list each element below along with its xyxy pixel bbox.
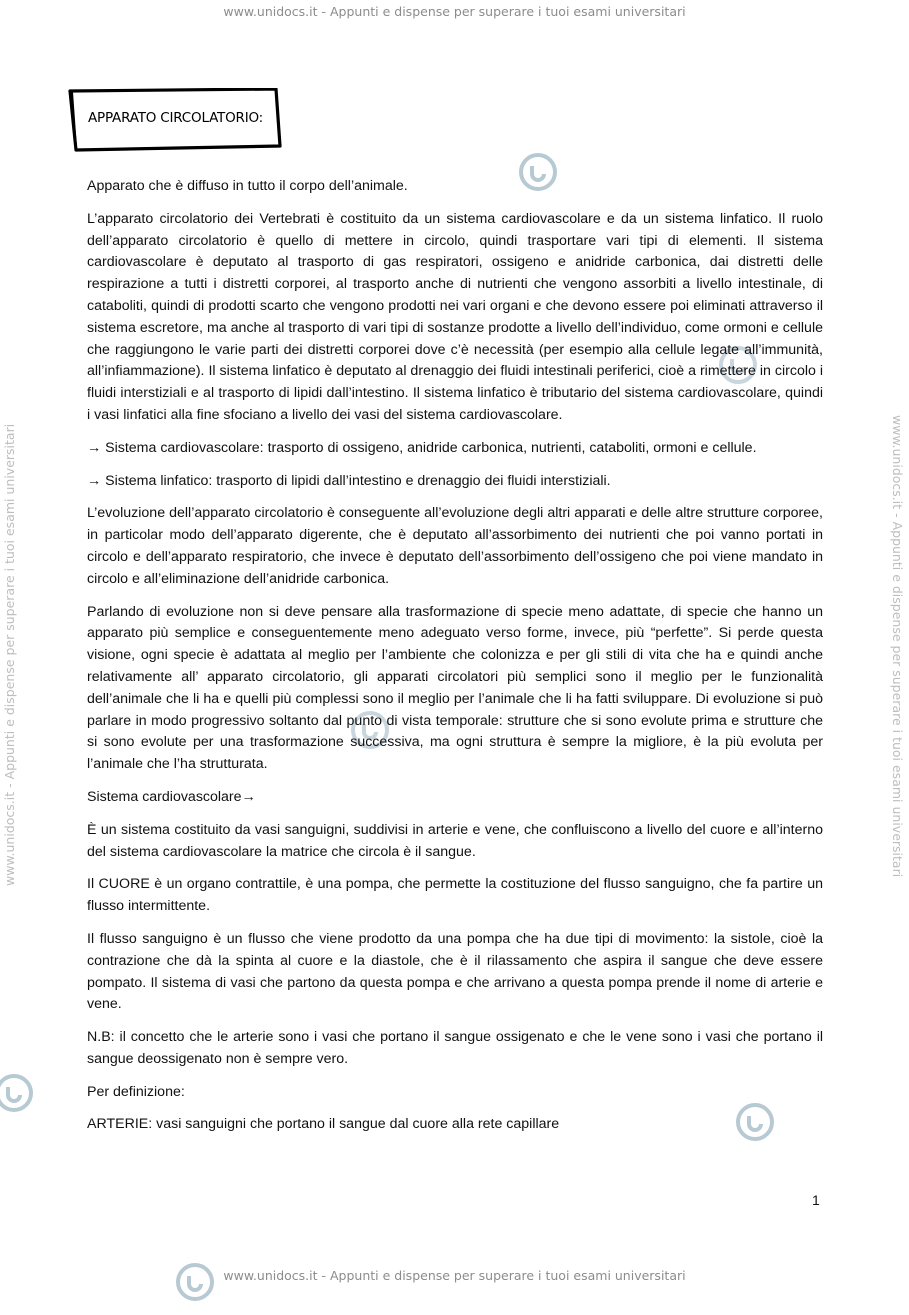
paragraph: ARTERIE: vasi sanguigni che portano il sangue dal cuore alla rete capillare	[87, 1116, 560, 1133]
watermark-side-left: www.unidocs.it - Appunti e dispense per superare i tuoi esami universitari	[2, 423, 17, 886]
title-box	[68, 88, 283, 148]
paragraph: Apparato che è diffuso in tutto il corpo dell’animale.	[87, 178, 408, 194]
section-heading: Sistema cardiovascolare→	[87, 788, 256, 805]
paragraph: Parlando di evoluzione non si deve pensare alla trasformazione di specie meno adattate, di specie che hanno un apparato più semplice e conseguentemente meno adeguato verso forme, invece, più “perfette”. Si perde questa visione, ogni specie è adattata al meglio per l’ambiente che colonizza e per gli stili di vita che ha e quindi anche relativamente all’ apparato circolatorio, gli apparati circolatori più semplici sono il meglio per le funzionalità dell’animale che li ha e quelli più complessi sono il meglio per l’animale che li ha fatti sviluppare. Di evoluzione si può parlare in modo progressivo soltanto dal punto di vista temporale: strutture che si sono evolute prima e strutture che si sono evolute per una trasformazione successiva, ma ogni struttura è sempre la migliore, è la più evoluta per l’animale che l’ha strutturata.	[87, 603, 823, 773]
watermark-side-right: www.unidocs.it - Appunti e dispense per superare i tuoi esami universitari	[890, 415, 905, 878]
bullet-cardiovascular: → Sistema cardiovascolare: trasporto di ossigeno, anidride carbonica, nutrienti, cataboliti, ormoni e cellule.	[87, 439, 757, 456]
paragraph: L’apparato circolatorio dei Vertebrati è costituito da un sistema cardiovascolare e da un sistema linfatico. Il ruolo dell’apparato circolatorio è quello di mettere in circolo, quindi trasportare vari tipi di elementi. Il sistema cardiovascolare è deputato al trasporto di gas respiratori, ossigeno e anidride carbonica, dai distretti delle respirazione a tutti i distretti corporei, al trasporto anche di nutrienti che vengono assorbiti a livello intestinale, di cataboliti, quindi di prodotti scarto che vengono prodotti nei vari organi e che devono essere poi eliminati attraverso il sistema escretore, ma anche al trasporto di vari tipi di sostanze prodotte a livello dell’individuo, come ormoni e cellule che raggiungono le varie parti dei distretti corporei dove c’è necessità (per esempio alla cellule legate all’immunità, all’infiammazione). Il sistema linfatico è deputato al drenaggio dei fluidi intestinali periferici, cioè a rimettere in circolo i fluidi interstiziali e al trasporto di lipidi dall’intestino. Il sistema linfatico è tributario del sistema cardiovascolare, quindi i vasi linfatici alla fine sfociano a livello dei vasi del sistema cardiovascolare.	[87, 210, 823, 423]
page-title: APPARATO CIRCOLATORIO:	[88, 110, 264, 126]
watermark-footer: www.unidocs.it - Appunti e dispense per superare i tuoi esami universitari	[223, 1268, 686, 1283]
page-number: 1	[812, 1192, 820, 1208]
paragraph: N.B: il concetto che le arterie sono i vasi che portano il sangue ossigenato e che le vene sono i vasi che portano il sangue deossigenato non è sempre vero.	[87, 1029, 823, 1067]
paragraph: Per definizione:	[87, 1083, 185, 1100]
paragraph: L’evoluzione dell’apparato circolatorio è conseguente all’evoluzione degli altri apparati e delle altre strutture corporee, in particolar modo dell’apparato digerente, che è deputato all’assorbimento dei nutrienti che poi vanno portati in circolo e dell’apparato respiratorio, che invece è deputato dell’assorbimento dell’ossigeno che poi viene mandato in circolo e all’eliminazione dell’anidride carbonica.	[87, 505, 823, 587]
document-body	[87, 176, 823, 1147]
paragraph: È un sistema costituito da vasi sanguigni, suddivisi in arterie e vene, che confluiscono a livello del cuore e all’interno del sistema cardiovascolare la matrice che circola è il sangue.	[87, 821, 823, 860]
watermark-header: www.unidocs.it - Appunti e dispense per superare i tuoi esami universitari	[223, 4, 686, 19]
bullet-lymphatic: → Sistema linfatico: trasporto di lipidi dall’intestino e drenaggio dei fluidi interstiziali.	[87, 472, 611, 489]
paragraph: Il CUORE è un organo contrattile, è una pompa, che permette la costituzione del flusso sanguigno, che fa partire un flusso intermittente.	[87, 876, 823, 915]
unidocs-logo-icon	[0, 1073, 34, 1113]
paragraph: Il flusso sanguigno è un flusso che viene prodotto da una pompa che ha due tipi di movimento: la sistole, cioè la contrazione che dà la spinta al cuore e la diastole, che è il rilassamento che aspira il sangue che deve essere pompato. Il sistema di vasi che partono da questa pompa e che arrivano a questa pompa prende il nome di arterie e vene.	[87, 930, 823, 1013]
unidocs-logo-icon	[175, 1262, 215, 1302]
